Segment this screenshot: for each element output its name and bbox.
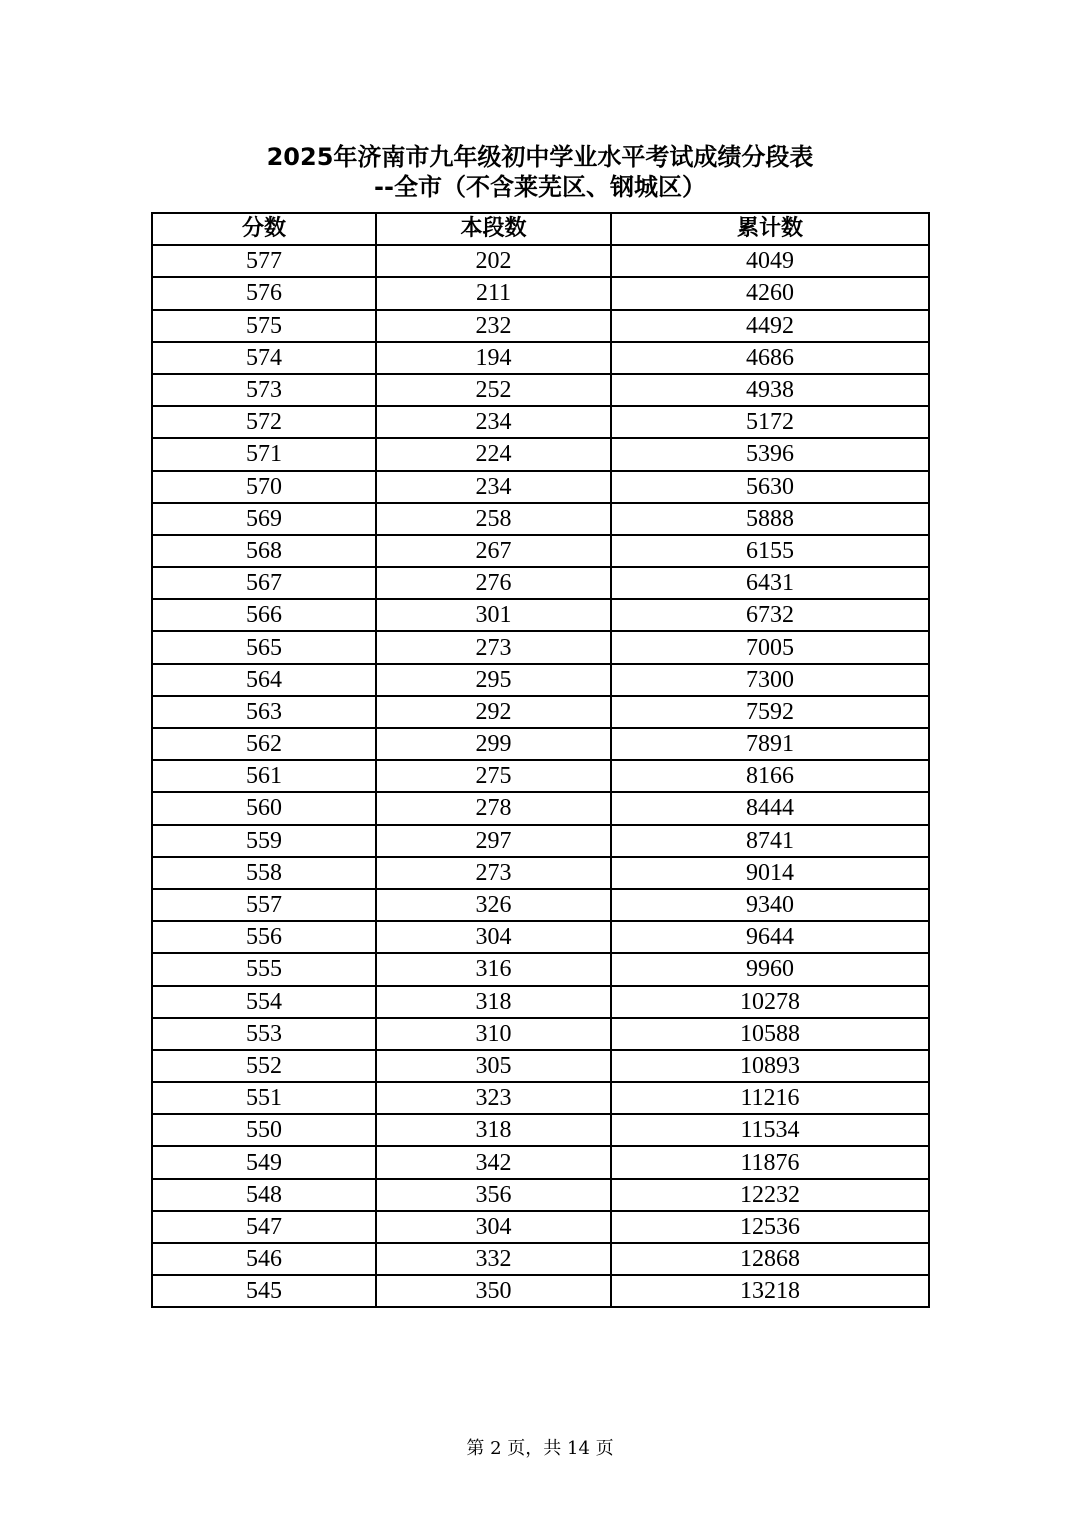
segment-count-cell: 332 xyxy=(376,1243,611,1275)
table-row xyxy=(152,921,929,953)
segment-count-cell: 304 xyxy=(376,921,611,953)
table-row xyxy=(152,825,929,857)
segment-count-cell: 310 xyxy=(376,1018,611,1050)
cumulative-count-cell: 6155 xyxy=(611,535,929,567)
cumulative-count-cell: 5396 xyxy=(611,438,929,470)
table-row xyxy=(152,438,929,470)
table-row xyxy=(152,374,929,406)
score-cell: 570 xyxy=(152,471,376,503)
cumulative-count-cell: 11534 xyxy=(611,1114,929,1146)
column-header-cumulative-count: 累计数 xyxy=(611,213,929,245)
score-cell: 552 xyxy=(152,1050,376,1082)
segment-count-cell: 194 xyxy=(376,342,611,374)
table-row xyxy=(152,1146,929,1178)
segment-count-cell: 301 xyxy=(376,599,611,631)
score-cell: 564 xyxy=(152,664,376,696)
table-row xyxy=(152,1082,929,1114)
segment-count-cell: 276 xyxy=(376,567,611,599)
score-cell: 558 xyxy=(152,857,376,889)
segment-count-cell: 234 xyxy=(376,471,611,503)
cumulative-count-cell: 7592 xyxy=(611,696,929,728)
segment-count-cell: 258 xyxy=(376,503,611,535)
table-body xyxy=(152,245,929,1307)
table-row xyxy=(152,792,929,824)
cumulative-count-cell: 7005 xyxy=(611,631,929,663)
segment-count-cell: 350 xyxy=(376,1275,611,1307)
cumulative-count-cell: 9340 xyxy=(611,889,929,921)
table-row xyxy=(152,1050,929,1082)
cumulative-count-cell: 7300 xyxy=(611,664,929,696)
column-header-segment-count: 本段数 xyxy=(376,213,611,245)
cumulative-count-cell: 5172 xyxy=(611,406,929,438)
score-cell: 571 xyxy=(152,438,376,470)
table-row xyxy=(152,245,929,277)
score-cell: 553 xyxy=(152,1018,376,1050)
segment-count-cell: 318 xyxy=(376,1114,611,1146)
score-cell: 565 xyxy=(152,631,376,663)
segment-count-cell: 304 xyxy=(376,1211,611,1243)
table-row xyxy=(152,1243,929,1275)
cumulative-count-cell: 11876 xyxy=(611,1146,929,1178)
cumulative-count-cell: 12232 xyxy=(611,1179,929,1211)
score-cell: 573 xyxy=(152,374,376,406)
segment-count-cell: 316 xyxy=(376,953,611,985)
score-cell: 561 xyxy=(152,760,376,792)
score-cell: 546 xyxy=(152,1243,376,1275)
document-title: 2025年济南市九年级初中学业水平考试成绩分段表 xyxy=(266,143,814,171)
segment-count-cell: 252 xyxy=(376,374,611,406)
table-row xyxy=(152,1275,929,1307)
segment-count-cell: 295 xyxy=(376,664,611,696)
table-row xyxy=(152,535,929,567)
cumulative-count-cell: 11216 xyxy=(611,1082,929,1114)
score-cell: 551 xyxy=(152,1082,376,1114)
score-cell: 556 xyxy=(152,921,376,953)
table-row xyxy=(152,760,929,792)
score-cell: 562 xyxy=(152,728,376,760)
table-header-row xyxy=(152,213,929,245)
cumulative-count-cell: 10893 xyxy=(611,1050,929,1082)
score-cell: 572 xyxy=(152,406,376,438)
score-cell: 560 xyxy=(152,792,376,824)
score-cell: 567 xyxy=(152,567,376,599)
score-cell: 563 xyxy=(152,696,376,728)
score-cell: 576 xyxy=(152,277,376,309)
cumulative-count-cell: 8444 xyxy=(611,792,929,824)
table-row xyxy=(152,599,929,631)
segment-count-cell: 342 xyxy=(376,1146,611,1178)
table-row xyxy=(152,696,929,728)
table-row xyxy=(152,503,929,535)
score-cell: 557 xyxy=(152,889,376,921)
segment-count-cell: 232 xyxy=(376,310,611,342)
table-row xyxy=(152,889,929,921)
score-distribution-table xyxy=(151,212,930,1308)
score-cell: 550 xyxy=(152,1114,376,1146)
table-row xyxy=(152,1018,929,1050)
cumulative-count-cell: 9960 xyxy=(611,953,929,985)
cumulative-count-cell: 4260 xyxy=(611,277,929,309)
segment-count-cell: 305 xyxy=(376,1050,611,1082)
document-subtitle: --全市（不含莱芜区、钢城区） xyxy=(374,173,706,201)
segment-count-cell: 278 xyxy=(376,792,611,824)
cumulative-count-cell: 4492 xyxy=(611,310,929,342)
score-cell: 547 xyxy=(152,1211,376,1243)
cumulative-count-cell: 6431 xyxy=(611,567,929,599)
score-cell: 566 xyxy=(152,599,376,631)
cumulative-count-cell: 9014 xyxy=(611,857,929,889)
segment-count-cell: 318 xyxy=(376,986,611,1018)
segment-count-cell: 202 xyxy=(376,245,611,277)
page-number: 第 2 页，共 14 页 xyxy=(466,1438,614,1459)
table-row xyxy=(152,1211,929,1243)
score-cell: 548 xyxy=(152,1179,376,1211)
segment-count-cell: 211 xyxy=(376,277,611,309)
score-cell: 545 xyxy=(152,1275,376,1307)
table-row xyxy=(152,1179,929,1211)
segment-count-cell: 326 xyxy=(376,889,611,921)
segment-count-cell: 267 xyxy=(376,535,611,567)
cumulative-count-cell: 10588 xyxy=(611,1018,929,1050)
segment-count-cell: 297 xyxy=(376,825,611,857)
score-cell: 555 xyxy=(152,953,376,985)
table-row xyxy=(152,406,929,438)
cumulative-count-cell: 8741 xyxy=(611,825,929,857)
cumulative-count-cell: 4938 xyxy=(611,374,929,406)
table-row xyxy=(152,567,929,599)
cumulative-count-cell: 5888 xyxy=(611,503,929,535)
score-cell: 549 xyxy=(152,1146,376,1178)
cumulative-count-cell: 5630 xyxy=(611,471,929,503)
table-row xyxy=(152,471,929,503)
table-row xyxy=(152,342,929,374)
segment-count-cell: 323 xyxy=(376,1082,611,1114)
table-row xyxy=(152,1114,929,1146)
segment-count-cell: 273 xyxy=(376,631,611,663)
cumulative-count-cell: 10278 xyxy=(611,986,929,1018)
cumulative-count-cell: 6732 xyxy=(611,599,929,631)
segment-count-cell: 275 xyxy=(376,760,611,792)
score-cell: 559 xyxy=(152,825,376,857)
table-row xyxy=(152,631,929,663)
cumulative-count-cell: 4686 xyxy=(611,342,929,374)
segment-count-cell: 273 xyxy=(376,857,611,889)
score-cell: 577 xyxy=(152,245,376,277)
segment-count-cell: 292 xyxy=(376,696,611,728)
cumulative-count-cell: 4049 xyxy=(611,245,929,277)
cumulative-count-cell: 12536 xyxy=(611,1211,929,1243)
table-row xyxy=(152,664,929,696)
table-row xyxy=(152,953,929,985)
score-cell: 568 xyxy=(152,535,376,567)
cumulative-count-cell: 7891 xyxy=(611,728,929,760)
table-row xyxy=(152,277,929,309)
cumulative-count-cell: 13218 xyxy=(611,1275,929,1307)
table-row xyxy=(152,310,929,342)
table-row xyxy=(152,857,929,889)
score-cell: 554 xyxy=(152,986,376,1018)
column-header-score: 分数 xyxy=(152,213,376,245)
score-cell: 569 xyxy=(152,503,376,535)
score-cell: 574 xyxy=(152,342,376,374)
cumulative-count-cell: 9644 xyxy=(611,921,929,953)
cumulative-count-cell: 12868 xyxy=(611,1243,929,1275)
cumulative-count-cell: 8166 xyxy=(611,760,929,792)
table-row xyxy=(152,986,929,1018)
segment-count-cell: 224 xyxy=(376,438,611,470)
score-cell: 575 xyxy=(152,310,376,342)
table-row xyxy=(152,728,929,760)
segment-count-cell: 234 xyxy=(376,406,611,438)
segment-count-cell: 299 xyxy=(376,728,611,760)
segment-count-cell: 356 xyxy=(376,1179,611,1211)
